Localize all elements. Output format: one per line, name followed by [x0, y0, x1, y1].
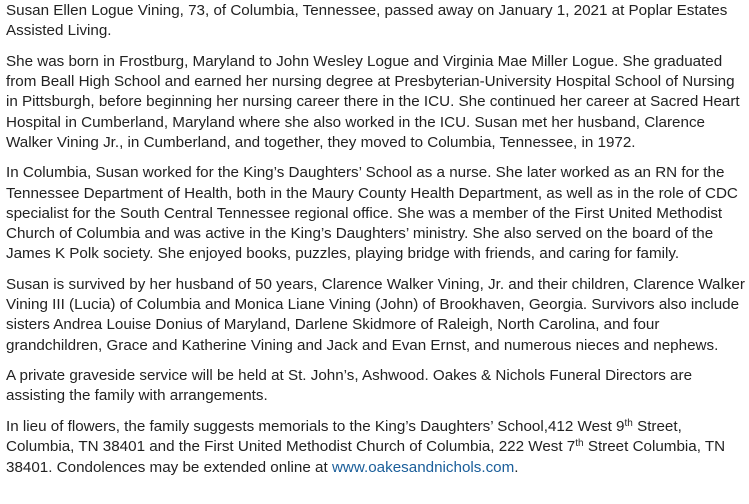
memorials-text-2: Street, Columbia, TN 38401 and the First United Methodist Church of Columbia, 222 West 7: [6, 418, 682, 456]
ordinal-suffix: th: [575, 438, 584, 450]
paragraph-announcement: Susan Ellen Logue Vining, 73, of Columbia, Tennessee, passed away on January 1, 2021 at Poplar Estates Assisted Living.: [6, 2, 728, 40]
memorials-text-1: In lieu of flowers, the family suggests memorials to the King’s Daughters’ School,412 West 9: [6, 418, 625, 436]
funeral-home-link[interactable]: www.oakesandnichols.com: [331, 458, 515, 476]
ordinal-suffix: th: [624, 418, 633, 430]
paragraph-career: In Columbia, Susan worked for the King’s Daughters’ School as a nurse. She later worked as an RN for the Tennessee Department of Health, both in the Maury County Health Department, as well as in the role of CDC specialist for the South Central Tennessee regional office. She was a member of the First United Methodist Church of Columbia and was active in the King’s Daughters’ ministry. She also served on the board of the James K Polk society. She enjoyed books, puzzles, playing bridge with friends, and caring for family.: [6, 164, 738, 263]
paragraph-service: A private graveside service will be held at St. John’s, Ashwood. Oakes & Nichols Funeral Directors are assisting the family with arrangements.: [6, 367, 693, 405]
paragraph-early-life: She was born in Frostburg, Maryland to John Wesley Logue and Virginia Mae Miller Logue. She graduated from Beall High School and earned her nursing degree at Presbyterian-University Hospital School of Nursing in Pittsburgh, before beginning her nursing career there in the ICU. She continued her career at Sacred Heart Hospital in Cumberland, Maryland where she also worked in the ICU. Susan met her husband, Clarence Walker Vining Jr., in Cumberland, and together, they moved to Columbia, Tennessee, in 1972.: [6, 52, 740, 151]
paragraph-memorials: [6, 417, 748, 478]
memorials-text-3: Street Columbia, TN 38401. Condolences may be extended online at: [6, 438, 726, 476]
paragraph-survivors: Susan is survived by her husband of 50 years, Clarence Walker Vining, Jr. and their children, Clarence Walker Vining III (Lucia) of Columbia and Monica Liane Vining (John) of Brookhaven, Georgia. Survivors also include sisters Andrea Louise Donius of Maryland, Darlene Skidmore of Raleigh, North Carolina, and four grandchildren, Grace and Katherine Vining and Jack and Evan Ernst, and numerous nieces and nephews.: [6, 275, 745, 354]
memorials-text-end: .: [514, 458, 519, 476]
